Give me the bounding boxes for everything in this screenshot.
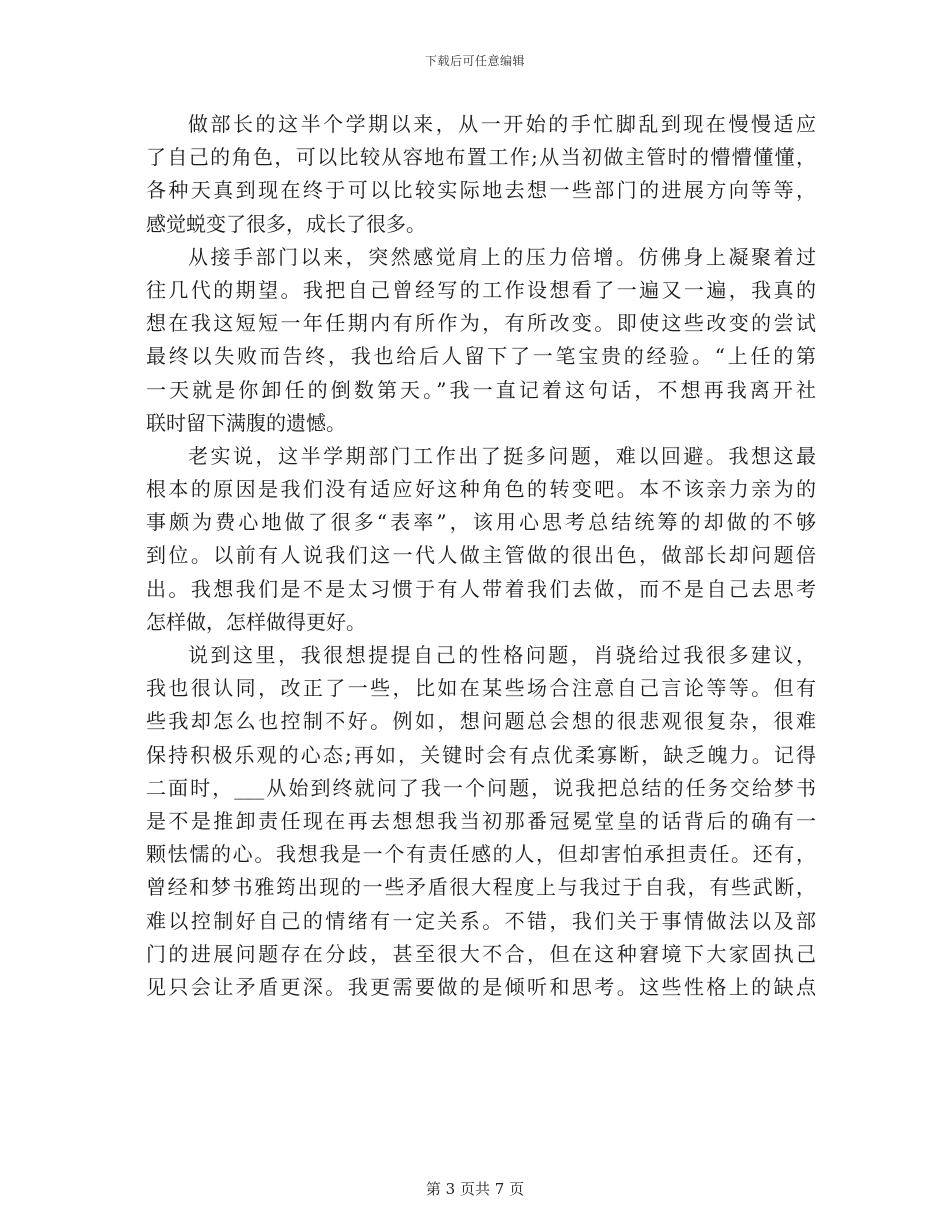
text-line: 了自己的角色，可以比较从容地布置工作;从当初做主管时的懵懵懂懂，: [146, 145, 816, 170]
page-number-footer: 第 3 页共 7 页: [425, 1180, 525, 1198]
text-line: 门的进展问题存在分歧，甚至很大不合，但在这种窘境下大家固执己: [146, 941, 816, 966]
text-line: 往几代的期望。我把自己曾经写的工作设想看了一遍又一遍，我真的: [146, 277, 816, 302]
text-line: 怎样做，怎样做得更好。: [146, 609, 366, 634]
text-line: 事颇为费心地做了很多“表率”，该用心思考总结统筹的却做的不够: [146, 510, 816, 535]
text-line: 从接手部门以来，突然感觉肩上的压力倍增。仿佛身上凝聚着过: [188, 244, 816, 269]
page-header-note: 下载后可任意编辑: [424, 54, 525, 68]
text-line: 到位。以前有人说我们这一代人做主管做的很出色，做部长却问题倍: [146, 543, 816, 568]
text-line: 做部长的这半个学期以来，从一开始的手忙脚乱到现在慢慢适应: [188, 112, 816, 136]
text-line: 感觉蜕变了很多，成长了很多。: [146, 211, 426, 236]
text-line: 老实说，这半学期部门工作出了挺多问题，难以回避。我想这最: [188, 443, 816, 468]
text-line: 出。我想我们是不是太习惯于有人带着我们去做，而不是自己去思考: [146, 576, 816, 601]
body-text: [146, 108, 816, 1004]
text-line: 是不是推卸责任现在再去想想我当初那番冠冕堂皇的话背后的确有一: [146, 808, 816, 833]
text-line: 曾经和梦书雅筠出现的一些矛盾很大程度上与我过于自我，有些武断，: [146, 875, 816, 900]
text-line: 些我却怎么也控制不好。例如，想问题总会想的很悲观很复杂，很难: [146, 709, 816, 734]
text-line: 根本的原因是我们没有适应好这种角色的转变吧。本不该亲力亲为的: [146, 477, 816, 502]
text-line: 难以控制好自己的情绪有一定关系。不错，我们关于事情做法以及部: [146, 908, 816, 933]
text-line: 想在我这短短一年任期内有所作为，有所改变。即使这些改变的尝试: [146, 311, 816, 336]
text-line: 各种天真到现在终于可以比较实际地去想一些部门的进展方向等等，: [146, 178, 816, 203]
text-line: 我也很认同，改正了一些，比如在某些场合注意自己言论等等。但有: [146, 676, 816, 701]
text-line: 联时留下满腹的遗憾。: [146, 410, 346, 435]
text-line: 见只会让矛盾更深。我更需要做的是倾听和思考。这些性格上的缺点: [146, 974, 816, 999]
text-line: 说到这里，我很想提提自己的性格问题，肖骁给过我很多建议，: [188, 643, 816, 667]
text-line: 颗怯懦的心。我想我是一个有责任感的人，但却害怕承担责任。还有，: [146, 842, 816, 867]
text-line: 保持积极乐观的心态;再如，关键时会有点优柔寡断，缺乏魄力。记得: [146, 742, 816, 767]
text-line: 二面时，___从始到终就问了我一个问题，说我把总结的任务交给梦书: [146, 775, 816, 800]
text-line: 最终以失败而告终，我也给后人留下了一笔宝贵的经验。“上任的第: [146, 344, 816, 369]
text-line: 一天就是你卸任的倒数第天。”我一直记着这句话，不想再我离开社: [146, 377, 816, 402]
